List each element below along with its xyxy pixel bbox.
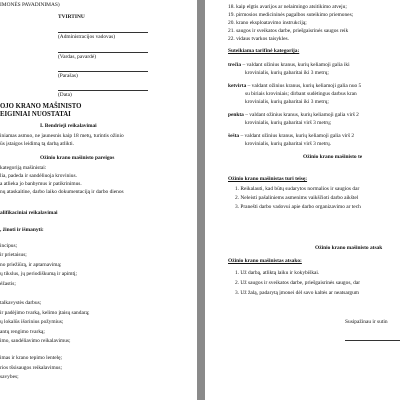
acknowledgement-text: Susipažinau ir sutin — [345, 319, 388, 325]
list-item: incipus; — [0, 243, 18, 249]
list-item: a atlieka jo banbymus ir patikrinimus. — [0, 181, 82, 187]
list-item: 3. Pranešti darbo vadovui apie darbo organizavimo ar tech — [235, 204, 361, 210]
list-item: 19. pirmosios medicininės pagalbos suteikimo priemones; — [228, 12, 354, 18]
subsection-heading: Ožinio krano mašinisto pareigos — [40, 155, 115, 161]
list-item: ų tikslus, jų periodiškumą ir apimtį; — [0, 271, 77, 277]
list-item: 21. saugos ir sveikatos darbe, priešgaisrinės saugos reik — [228, 28, 349, 34]
tariff-text: – valdant ožinius kranus, kurių keliamoji galia virš 2 — [245, 112, 359, 118]
tariff-text-cont: krovinialis, kurių gabaritai iki 3 metrų; — [245, 70, 329, 76]
list-item: lia, padeda ir sandėliuoja krovinius. — [0, 173, 77, 179]
tariff-text-cont: su biriais kroviniais; dirbant sudėtingus darbus kran — [245, 91, 357, 97]
rights-heading: Ožinio krano mašinistas turi teisę: — [228, 176, 308, 182]
signature-field-label: (Data) — [58, 92, 72, 98]
document-title-line-2: EIGINIAI NUOSTATAI — [0, 111, 71, 118]
list-item: 22. vidaus tvarkos taisykles. — [228, 36, 289, 42]
section-heading: Ožinio krano mašinisto atsak — [315, 245, 383, 251]
approve-title: TVIRTINU — [58, 14, 85, 20]
signature-field-label: (Administracijos vadovas) — [58, 34, 116, 40]
tariff-item — [228, 62, 350, 69]
tariff-text-cont: krovinialis, kurių gabaritai iki 3 metrų; — [245, 99, 329, 105]
list-item: talkavystės darbus; — [0, 300, 42, 306]
signature-line — [58, 52, 148, 53]
signature-line — [58, 71, 148, 72]
tariff-item — [228, 112, 359, 119]
list-item: savybes; — [0, 374, 19, 380]
document-title-line-1: OJO KRANO MAŠINISTO — [0, 103, 82, 110]
list-item: ų lokalūs išorinius požymius; — [0, 319, 64, 325]
document-page-right — [205, 0, 400, 400]
list-item: 3. Už žalą, padarytą įmonei dėl savo kaltės ar neatsargum — [235, 290, 359, 296]
responsibility-heading: Ožinio krano mašinistas atsako: — [228, 258, 302, 264]
tariff-text: – valdant ožinius kranus, kurių keliamoji galia virš 2 — [240, 133, 355, 139]
list-item: 20. krano eksploatavimo instrukciją; — [228, 20, 307, 26]
tariff-label: šešta — [228, 133, 240, 139]
know-heading: , žinoti ir išmanyti: — [0, 227, 44, 233]
list-item: ir padėjimo tvarką, kelimo įtaisų sandarą; — [0, 310, 90, 316]
tariff-item — [228, 83, 361, 90]
tariff-label: ketvirta — [228, 83, 247, 89]
tariff-text-cont: krovinialis, kurių gabaritai virš 3 metrų. — [245, 141, 332, 147]
list-item: kategoriją mašinistai: — [0, 165, 47, 171]
section-heading: I. Bendrieji reikalavimai — [40, 123, 97, 129]
list-item: no priežiūrą, ir aptarnavimą; — [0, 262, 62, 268]
list-item: rios tšsisaugos reikalavimus; — [0, 365, 62, 371]
tariff-item — [228, 133, 354, 140]
list-item: ėžastis; — [0, 281, 16, 287]
company-name: IMONĖS PAVADINIMAS) — [0, 2, 60, 8]
signature-line — [345, 340, 400, 341]
list-item: 1. Reikalauti, kad būtų sudarytos normalios ir saugios dar — [235, 186, 360, 192]
tariff-text: – valdant ožinius kranus, kurių keliamoji galia nuo 5 — [247, 83, 362, 89]
section-heading: Ožinio krano mašinisto te — [303, 154, 363, 160]
list-item: 18. kaip elgtis avarijos ar nelaimingo atsitikimo atveju; — [228, 4, 347, 10]
tariff-label: penkta — [228, 112, 244, 118]
list-item: antų rengimo tvarką; — [0, 329, 45, 335]
list-item: ir prietaisus; — [0, 252, 27, 258]
signature-field-label: (Vardas, pavardė) — [58, 54, 97, 60]
list-item: 1. Už darbą, atliktą laiku ir kokybiškai. — [235, 270, 320, 276]
document-page-left — [0, 0, 197, 400]
paragraph-line: iniamas asmuo, ne jaunesnis kaip 18 metų, turintis ožinio — [0, 133, 124, 139]
signature-field-label: (Parašas) — [58, 73, 78, 79]
signature-line — [58, 90, 148, 91]
signature-line — [58, 32, 148, 33]
paragraph-line: ūs įstaigos leidimą tą darbą atlikti. — [0, 141, 74, 147]
list-item: imas ir krano tepimo lentelę; — [0, 355, 62, 361]
section-heading: alifikaciniai reikalavimai — [0, 210, 58, 216]
list-item: 2. Neleisti pašaliniems asmenims vaikščioti darbo aikštel — [235, 195, 359, 201]
tariff-text: – valdant ožinius kranus, kurių keliamoji galia iki — [242, 62, 350, 68]
tariff-text-cont: krovinialis, kurių gabaritai virš 3 metrų; — [245, 120, 332, 126]
list-item: imo, sandėliavimo reikalavimus; — [0, 338, 71, 344]
list-item: 2. Už saugos ir sveikatos darbe, priešgaisrinės saugos, dar — [235, 280, 361, 286]
tariff-heading: Suteikiama tarifinė kategorija: — [228, 48, 300, 54]
list-item: nų ataskaitine, darbo laiko dokumentaciją ir darbo dienos — [0, 189, 124, 195]
tariff-label: trečia — [228, 62, 242, 68]
